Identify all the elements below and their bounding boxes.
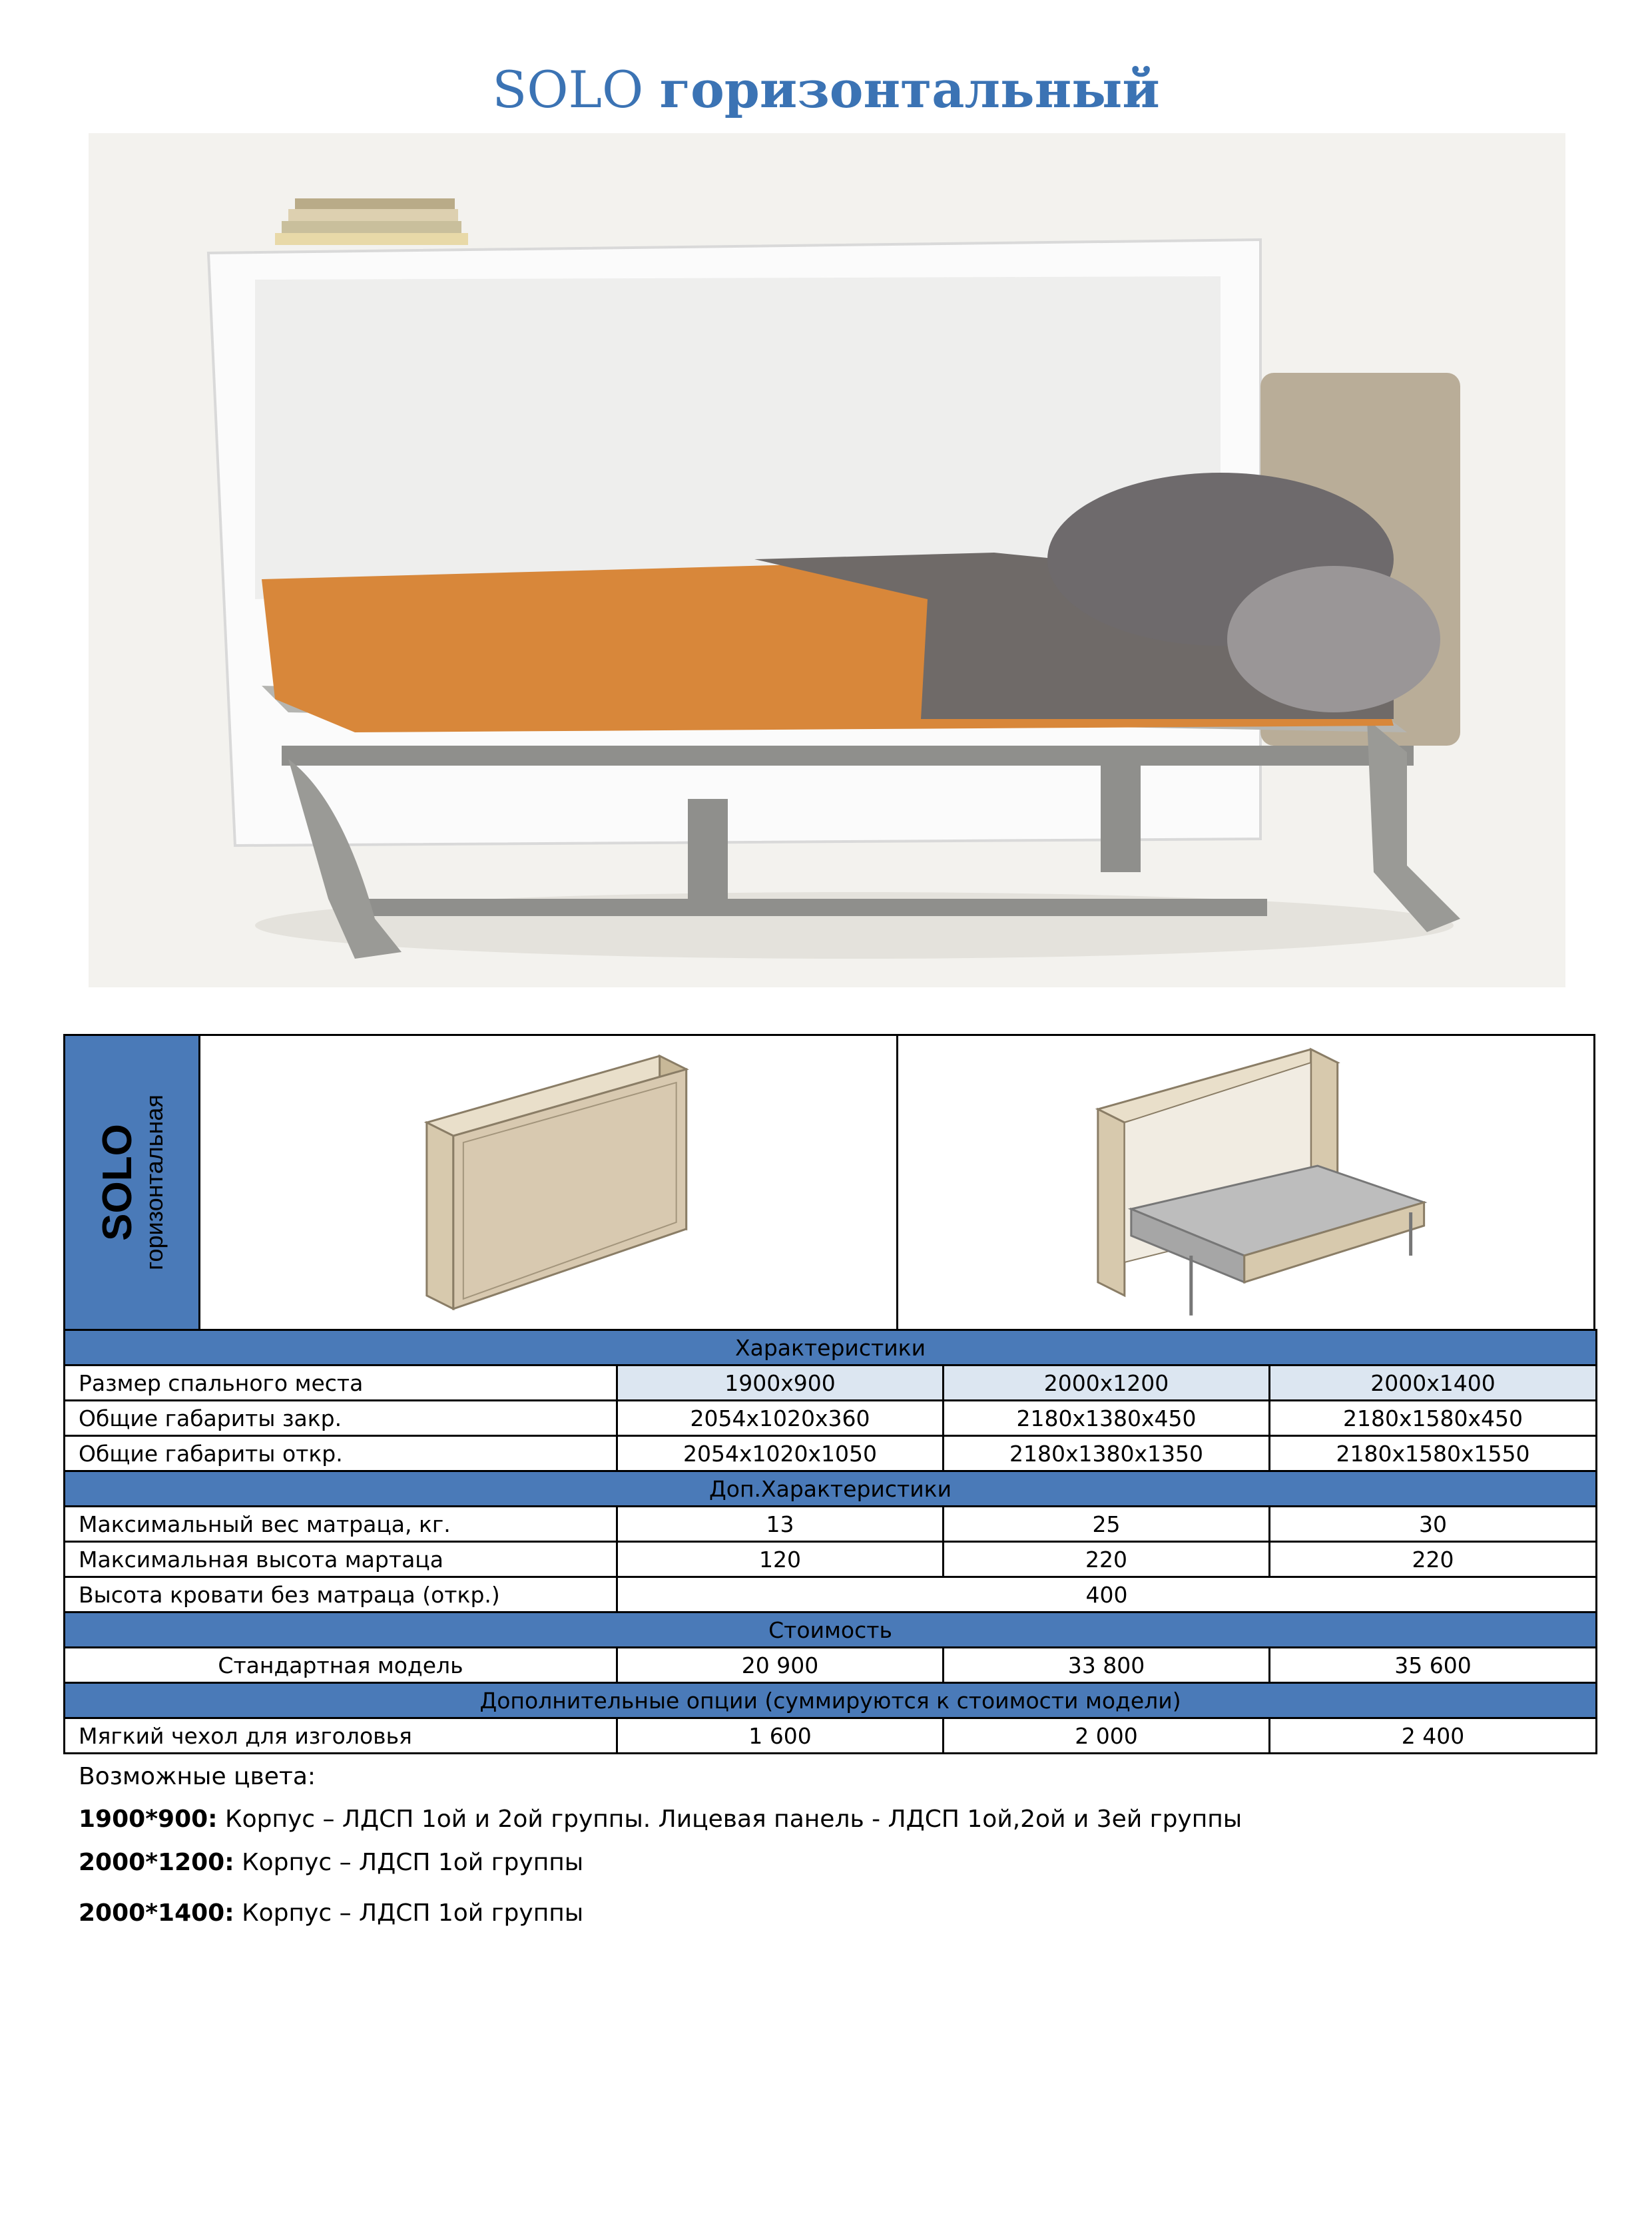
row-label: Максимальный вес матраца, кг. [65, 1507, 617, 1542]
table-row [65, 1648, 1597, 1683]
row-label: Максимальная высота мартаца [65, 1542, 617, 1577]
table-row [65, 1718, 1597, 1754]
colors-text: Корпус – ЛДСП 1ой группы [234, 1899, 584, 1927]
page-title [0, 60, 1652, 119]
section-row [65, 1471, 1597, 1507]
specs-table [63, 1329, 1597, 1754]
section-characteristics: Характеристики [65, 1330, 1597, 1365]
colors-size: 1900*900: [79, 1806, 218, 1833]
books-on-top [275, 198, 468, 245]
colors-size: 2000*1200: [79, 1849, 234, 1876]
colors-line [79, 1899, 583, 1927]
size-cell: 1900x900 [617, 1365, 944, 1401]
colors-text: Корпус – ЛДСП 1ой группы [234, 1849, 584, 1876]
bed-illustration [89, 133, 1565, 987]
title-model: SOLO [492, 60, 644, 119]
model-sidebar [65, 1036, 200, 1329]
value-cell: 2180x1380x1350 [944, 1436, 1270, 1471]
colors-line [79, 1849, 583, 1876]
value-cell: 120 [617, 1542, 944, 1577]
section-row [65, 1330, 1597, 1365]
row-label: Стандартная модель [65, 1648, 617, 1683]
title-variant: горизонтальный [659, 60, 1160, 119]
value-cell: 13 [617, 1507, 944, 1542]
price-cell: 2 400 [1270, 1718, 1597, 1754]
size-cell: 2000x1400 [1270, 1365, 1597, 1401]
sidebar-subtitle: горизонтальная [140, 1095, 168, 1270]
price-cell: 20 900 [617, 1648, 944, 1683]
table-row [65, 1365, 1597, 1401]
value-cell: 220 [944, 1542, 1270, 1577]
value-cell: 2180x1380x450 [944, 1401, 1270, 1436]
price-cell: 2 000 [944, 1718, 1270, 1754]
section-extra: Доп.Характеристики [65, 1471, 1597, 1507]
open-bed-icon [898, 1036, 1594, 1329]
spec-sheet [63, 1034, 1595, 1754]
section-options: Дополнительные опции (суммируются к стоимости модели) [65, 1683, 1597, 1718]
value-cell: 2180x1580x1550 [1270, 1436, 1597, 1471]
table-row [65, 1542, 1597, 1577]
section-row [65, 1683, 1597, 1718]
row-label: Размер спального места [65, 1365, 617, 1401]
value-cell: 25 [944, 1507, 1270, 1542]
sidebar-title: SOLO [95, 1124, 140, 1241]
value-cell: 30 [1270, 1507, 1597, 1542]
colors-line [79, 1806, 1242, 1833]
price-cell: 35 600 [1270, 1648, 1597, 1683]
table-row [65, 1436, 1597, 1471]
spec-header-block [63, 1034, 1595, 1329]
product-photo [89, 133, 1565, 987]
row-label: Общие габариты закр. [65, 1401, 617, 1436]
closed-bed-drawing [200, 1036, 896, 1329]
table-row [65, 1577, 1597, 1612]
closed-cabinet-icon [200, 1036, 896, 1329]
sidebar-label [97, 1095, 166, 1270]
table-row [65, 1401, 1597, 1436]
value-cell: 2054x1020x360 [617, 1401, 944, 1436]
price-cell: 1 600 [617, 1718, 944, 1754]
section-price: Стоимость [65, 1612, 1597, 1648]
value-cell: 2180x1580x450 [1270, 1401, 1597, 1436]
value-cell: 220 [1270, 1542, 1597, 1577]
row-label: Мягкий чехол для изголовья [65, 1718, 617, 1754]
row-label: Высота кровати без матраца (откр.) [65, 1577, 617, 1612]
section-row [65, 1612, 1597, 1648]
size-cell: 2000x1200 [944, 1365, 1270, 1401]
value-cell: 2054x1020x1050 [617, 1436, 944, 1471]
price-cell: 33 800 [944, 1648, 1270, 1683]
row-label: Общие габариты откр. [65, 1436, 617, 1471]
colors-size: 2000*1400: [79, 1899, 234, 1927]
value-cell: 400 [617, 1577, 1597, 1612]
table-row [65, 1507, 1597, 1542]
colors-heading: Возможные цвета: [79, 1763, 316, 1790]
open-bed-drawing [896, 1036, 1594, 1329]
colors-text: Корпус – ЛДСП 1ой и 2ой группы. Лицевая панель - ЛДСП 1ой,2ой и 3ей группы [217, 1806, 1242, 1833]
